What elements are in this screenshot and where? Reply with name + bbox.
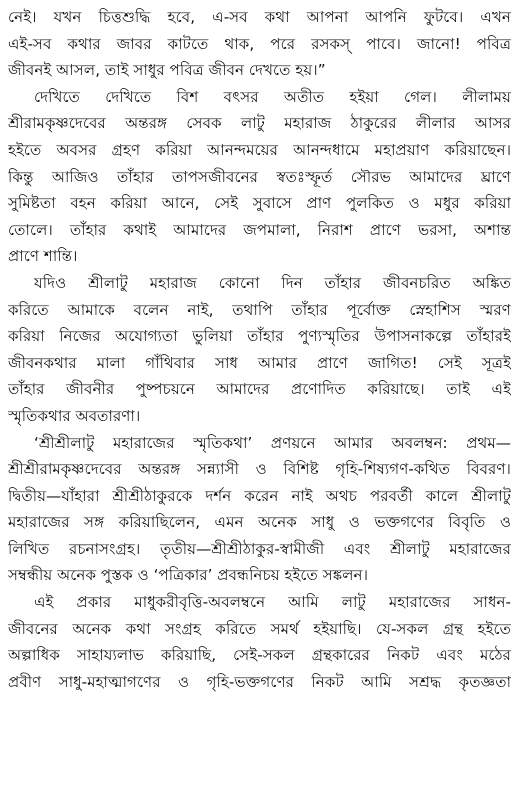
text-line: লিখিত রচনাসংগ্রহ। তৃতীয়—শ্রীশ্রীঠাকুর-স্বামীজী এবং শ্রীলাটু মহারাজের [8,539,511,558]
text-line: করিতে আমাকে বলেন নাই, তথাপি তাঁহার পূর্বোক্ত স্নেহাশিস স্মরণ [8,300,511,319]
text-line: মহারাজের সঙ্গ করিয়াছিলেন, এমন অনেক সাধু ও ভক্তগণের বিবৃতি ও [8,513,511,532]
text-line: জীবনই আসল, তাই সাধুর পবিত্র জীবন দেখতে হয়।” [8,61,326,80]
paragraph-5 [8,589,511,695]
text-line: অল্পাধিক সাহায্যলাভ করিয়াছি, সেই-সকল গ্রন্থকারের নিকট এবং মঠের [8,646,511,665]
paragraph-2 [8,84,511,270]
document-page [8,4,511,695]
text-line: শ্রীশ্রীরামকৃষ্ণদেবের অন্তরঙ্গ সন্ন্যাসী ও বিশিষ্ট গৃহি-শিষ্যগণ-কথিত বিবরণ। [8,460,511,479]
text-line: নেই। যখন চিত্তশুদ্ধি হবে, এ-সব কথা আপনা আপনি ফুটবে। এখন [8,8,511,26]
text-line: কিন্তু আজিও তাঁহার তাপসজীবনের স্বতঃস্ফূর্ত সৌরভ আমাদের ঘ্রাণে [8,167,511,186]
text-line: সুমিষ্টতা বহন করিয়া আনে, সেই সুবাসে প্রাণ পুলকিত ও মধুর করিয়া [8,194,511,213]
text-line: তোলে। তাঁহার কথাই আমাদের জপমালা, নিরাশ প্রাণে ভরসা, অশান্ত [8,220,511,239]
paragraph-1 [8,4,511,84]
text-line: দেখিতে দেখিতে বিশ বৎসর অতীত হইয়া গেল। লীলাময় [34,87,511,106]
text-line: জীবনের অনেক কথা সংগ্রহ করিতে সমর্থ হইয়াছি। যে-সকল গ্রন্থ হইতে [8,619,511,638]
text-line: প্রবীণ সাধু-মহাত্মাগণের ও গৃহি-ভক্তগণের নিকট আমি সশ্রদ্ধ কৃতজ্ঞতা [8,672,511,691]
text-line: যদিও শ্রীলাটু মহারাজ কোনো দিন তাঁহার জীবনচরিত অঙ্কিত [34,273,511,292]
paragraph-3 [8,270,511,430]
paragraph-4 [8,430,511,590]
text-line: তাঁহার জীবনীর পুষ্পচয়নে আমাদের প্রণোদিত করিয়াছে। তাই এই [8,380,511,399]
text-line: হইতে অবসর গ্রহণ করিয়া আনন্দময়ের আনন্দধামে মহাপ্রয়াণ করিয়াছেন। [8,140,511,159]
text-line: এই প্রকার মাধুকরীবৃত্তি-অবলম্বনে আমি লাটু মহারাজের সাধন- [34,593,511,612]
text-line: ‘শ্রীশ্রীলাটু মহারাজের স্মৃতিকথা’ প্রণয়নে আমার অবলম্বন: প্রথম— [34,433,511,452]
text-line: সম্বন্ধীয় অনেক পুস্তক ও ‘পত্রিকার’ প্রবন্ধনিচয় হইতে সঙ্কলন। [8,566,369,585]
text-line: এই-সব কথার জাবর কাটতে থাক, পরে রসকস্‌ পাবে। জানো! পবিত্র [8,34,511,53]
text-line: জীবনকথার মালা গাঁথিবার সাধ আমার প্রাণে জাগিত! সেই সূত্রই [8,353,511,372]
text-line: স্মৃতিকথার অবতারণা। [8,406,141,425]
text-line: শ্রীরামকৃষ্ণদেবের অন্তরঙ্গ সেবক লাটু মহারাজ ঠাকুরের লীলার আসর [8,114,511,133]
text-line: প্রাণে শান্তি। [8,247,78,266]
text-line: দ্বিতীয়—যাঁহারা শ্রীশ্রীঠাকুরকে দর্শন করেন নাই অথচ পরবর্তী কালে শ্রীলাটু [8,486,511,505]
text-line: করিয়া নিজের অযোগ্যতা ভুলিয়া তাঁহার পুণ্যস্মৃতির উপাসনাকল্পে তাঁহারই [8,327,511,346]
